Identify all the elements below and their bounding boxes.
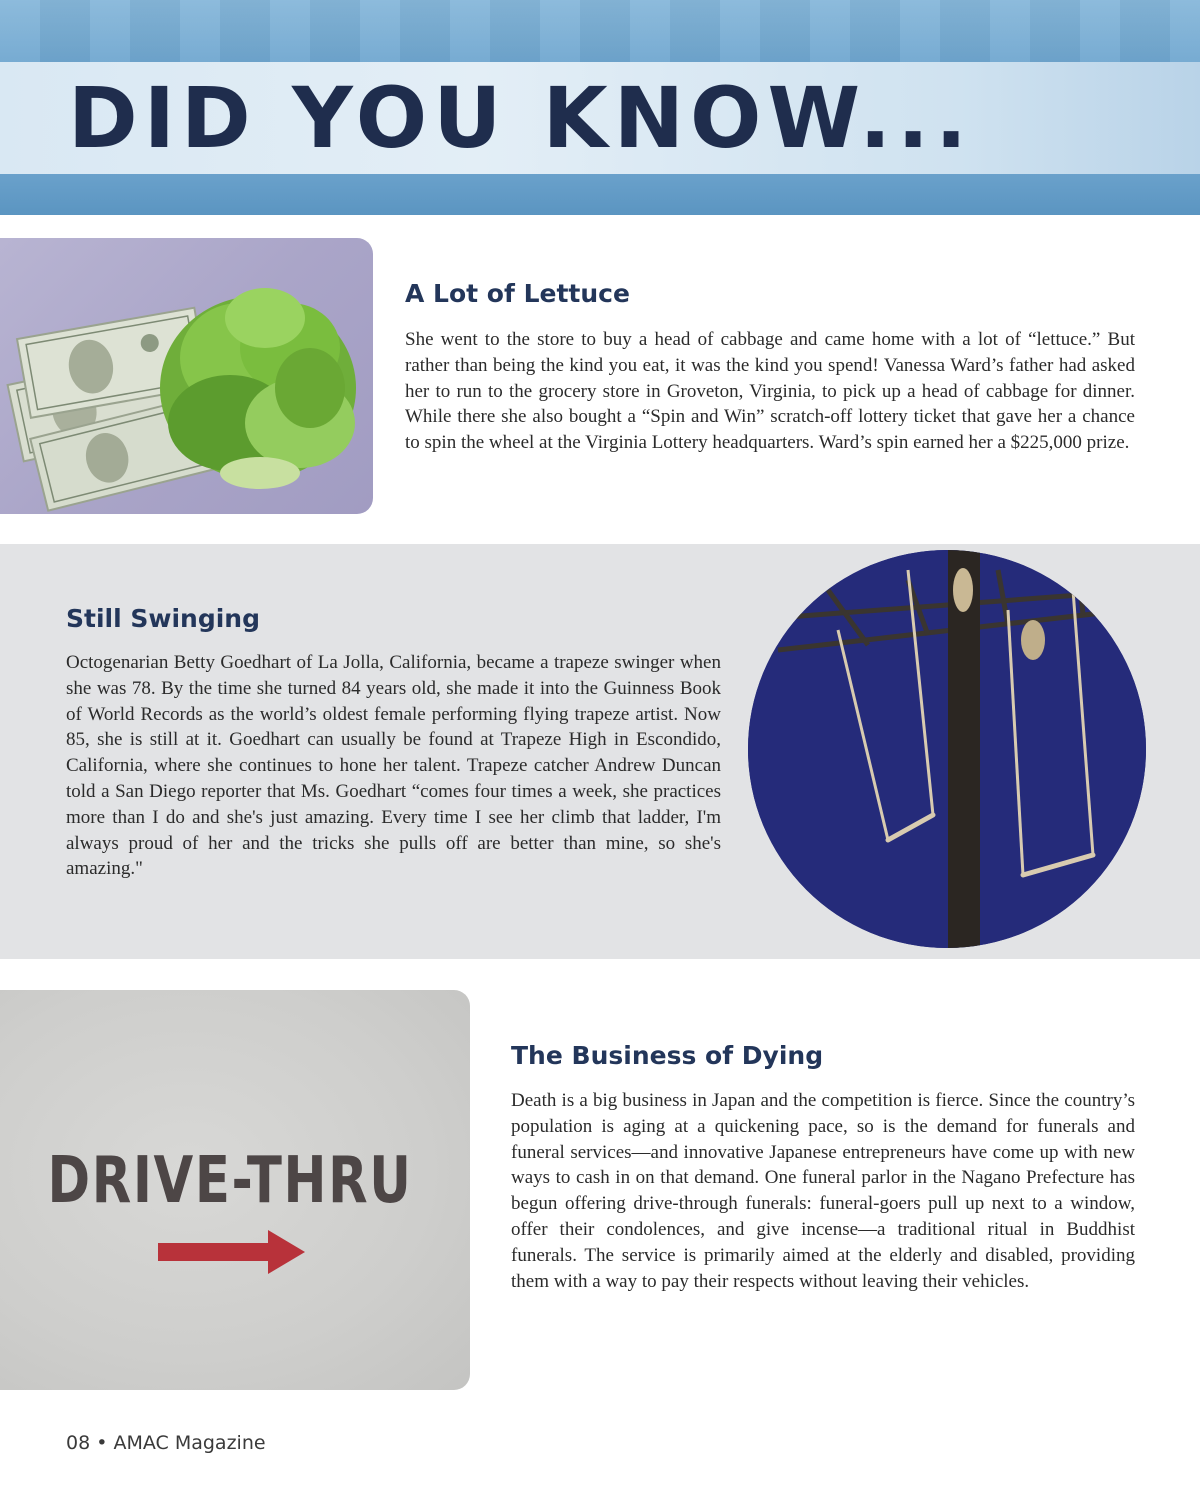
page-header (0, 0, 1200, 215)
article-body-trapeze: Octogenarian Betty Goedhart of La Jolla, California, became a trapeze swinger when she was 78. By the time she turned 84 years old, she made it into the Guinness Book of World Records as the world’s oldest female performing flying trapeze artist. Now 85, she is still at it. Goedhart can usually be found at Trapeze High in Escondido, California, where she continues to hone her talent. Trapeze catcher Andrew Duncan told a San Diego reporter that Ms. Goedhart “comes four times a week, she practices more than I do and she's just amazing. Every time I see her climb that ladder, I'm always proud of her and the tricks she pulls off are better than mine, so she's amazing." (66, 652, 721, 880)
drive-thru-sign-text: DRIVE-THRU (47, 1144, 413, 1218)
article-body-lettuce: She went to the store to buy a head of cabbage and came home with a lot of “lettuce.” But rather than being the kind you eat, it was the kind you spend! Vanessa Ward’s father had asked her to run to the grocery store in Groveton, Virginia, to pick up a head of cabbage for dinner. While there she also bought a “Spin and Win” scratch-off lottery ticket that gave her a chance to spin the wheel at the Virginia Lottery headquarters. Ward’s spin earned her a $225,000 prize. (405, 329, 1135, 454)
drive-thru-image (0, 990, 470, 1390)
trapeze-image (748, 550, 1146, 948)
page-footer: 08 • AMAC Magazine (66, 1432, 266, 1454)
article-title-lettuce: A Lot of Lettuce (405, 279, 630, 308)
article-title-dying: The Business of Dying (511, 1041, 824, 1070)
article-body-dying: Death is a big business in Japan and the competition is fierce. Since the country’s population is aging at a quickening pace, so is the demand for funerals and funeral services—and innovative Japanese entrepreneurs have come up with new ways to cash in on that demand. One funeral parlor in the Nagano Prefecture has begun offering drive-through funerals: funeral-goers pull up next to a window, offer their condolences, and give incense—a traditional ritual in Buddhist funerals. The service is primarily aimed at the elderly and disabled, providing them with a way to pay their respects without leaving their vehicles. (511, 1090, 1135, 1292)
wood-plank-top (0, 0, 1200, 62)
trapeze-illustration (748, 550, 1146, 948)
drive-thru-illustration (0, 990, 470, 1390)
lettuce-money-illustration (0, 238, 373, 514)
page-title: DID YOU KNOW... (68, 69, 973, 167)
arrow-right-icon (158, 1230, 305, 1274)
article-title-trapeze: Still Swinging (66, 604, 260, 633)
lettuce-money-image (0, 238, 373, 514)
wood-plank-bottom (0, 174, 1200, 215)
